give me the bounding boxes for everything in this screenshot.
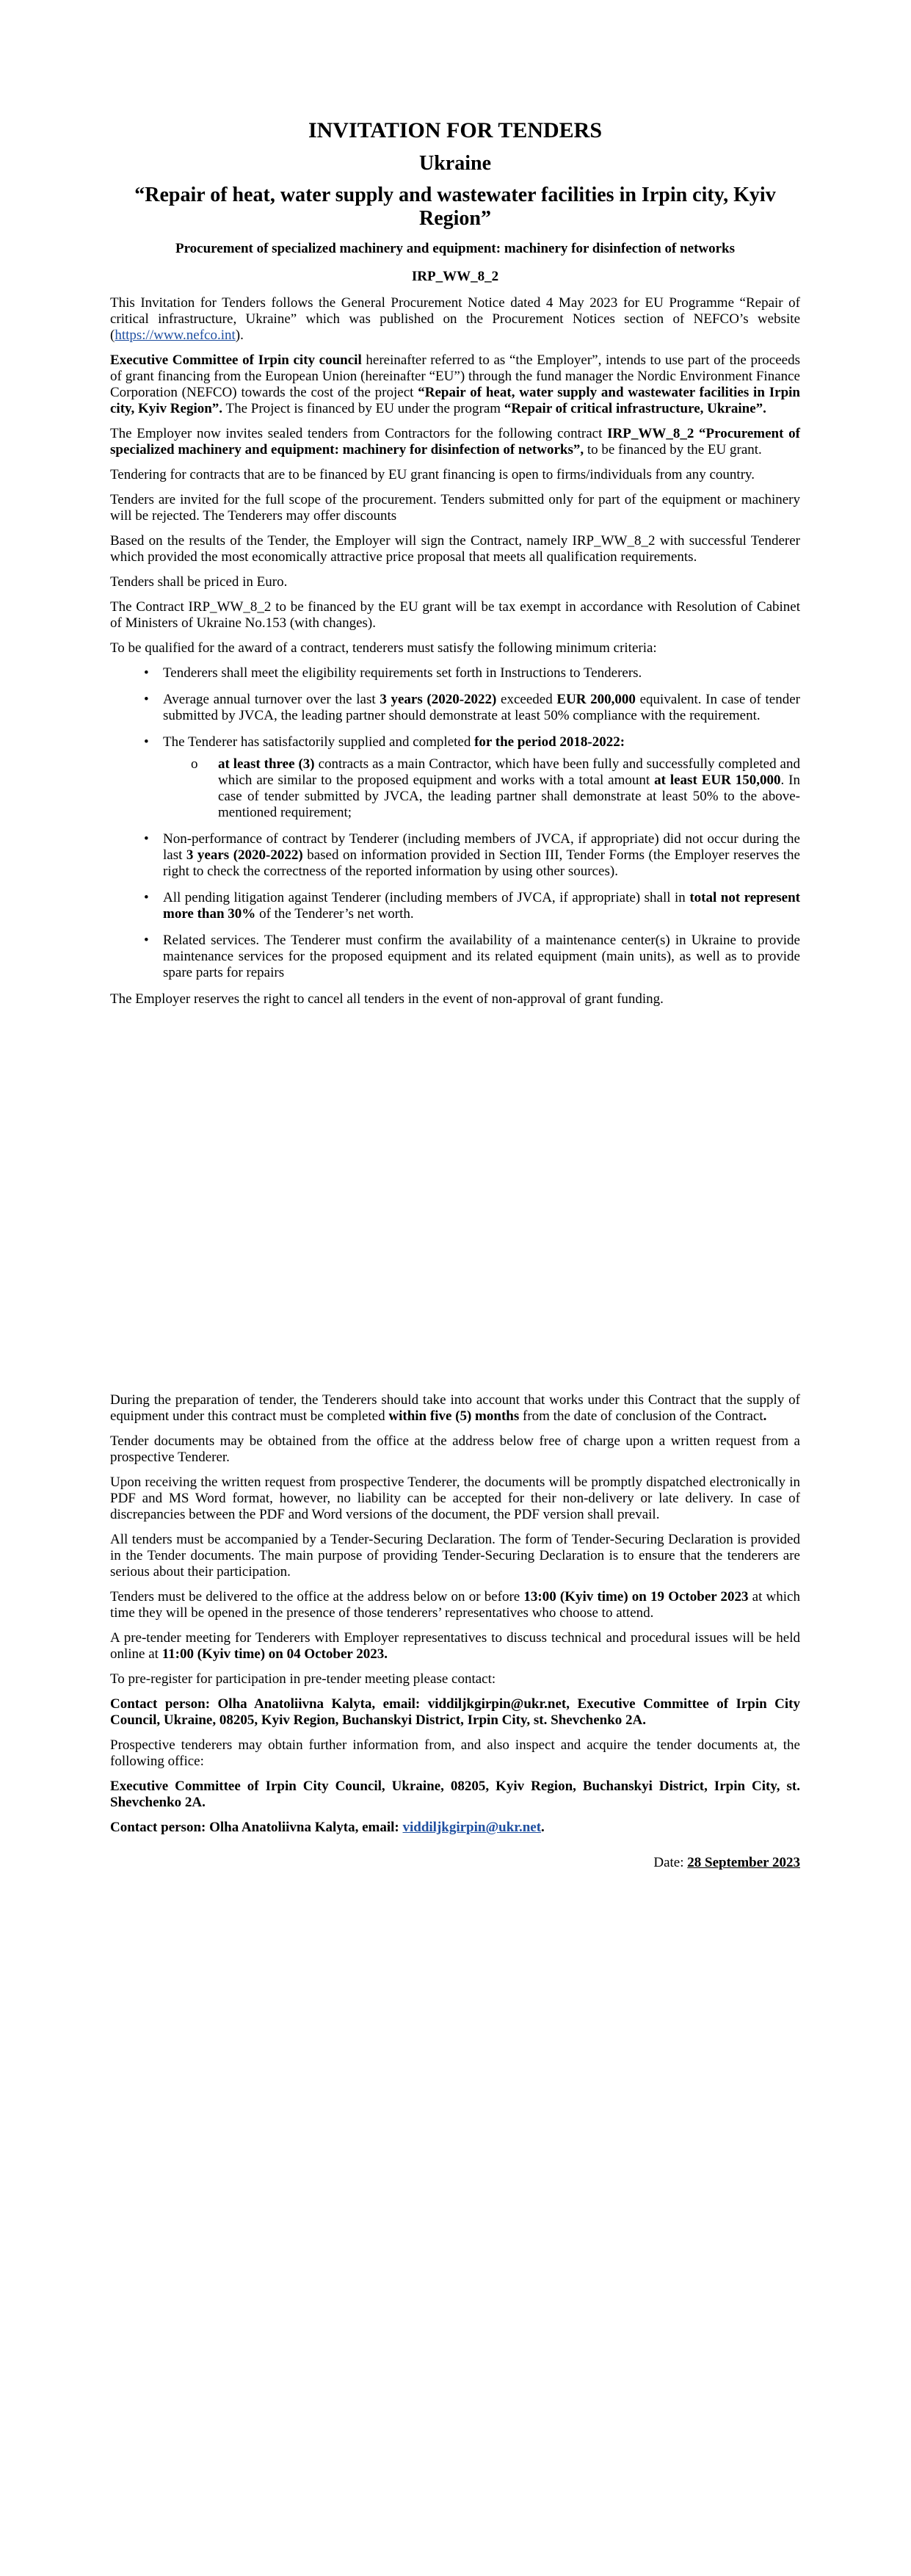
list-item: • Tenderers shall meet the eligibility requirements set forth in Instructions to Tenderers. [144,665,642,681]
list-item: • Related services. The Tenderer must confirm the availability of a maintenance center(s) in Ukraine to provide maintenance services for the proposed equipment and its related equipment (main units), as well as to provide spare parts for repairs [144,933,800,980]
paragraph-cancel: The Employer reserves the right to cancel all tenders in the event of non-approval of grant funding. [110,991,664,1007]
criteria-list [110,665,800,981]
paragraph-employer: Executive Committee of Irpin city council hereinafter referred to as “the Employer”, intends to use part of the proceeds of grant financing from the European Union (hereinafter “EU”) through the fund manager the Nordic Environment Finance Corporation (NEFCO) towards the cost of the project “Repair of heat, water supply and wastewater facilities in Irpin city, Kyiv Region”. The Project is financed by EU under the program “Repair of critical infrastructure, Ukraine”. [110,352,801,416]
sub-list-item: o at least three (3) contracts as a main Contractor, which have been fully and successfully completed and which are similar to the proposed equipment and works with a total amount at least EUR 150,000. In case of tender submitted by JVCA, the leading partner shall demonstrate at least 50% to the above-mentioned requirement; [191,756,800,820]
nefco-website-link[interactable]: https://www.nefco.int [115,328,236,343]
paragraph-award: Based on the results of the Tender, the Employer will sign the Contract, namely IRP_WW_8_2 with successful Tenderer which provided the most economically attractive price proposal that meets all qualification requirements. [110,533,800,565]
contact-email-link[interactable]: viddiljkgirpin@ukr.net [402,1820,542,1835]
paragraph-scope: Tenders are invited for the full scope of the procurement. Tenders submitted only for part of the equipment or machinery will be rejected. The Tenderers may offer discounts [110,492,800,524]
sub-bullet: o [191,756,198,772]
paragraph-pretender: A pre-tender meeting for Tenderers with Employer representatives to discuss technical and procedural issues will be held online at 11:00 (Kyiv time) on 04 October 2023. [110,1630,800,1662]
bullet: • [144,890,149,905]
paragraph-contact-full: Contact person: Olha Anatoliivna Kalyta, email: viddiljkgirpin@ukr.net, Executive Committee of Irpin City Council, Ukraine, 08205, Kyiv Region, Buchanskyi District, Irpin City, st. Shevchenko 2A. [110,1696,800,1728]
procurement-subtitle: Procurement of specialized machinery and equipment: machinery for disinfection of networks [175,241,736,256]
country-heading: Ukraine [419,152,491,175]
document-top [110,117,800,1016]
paragraph-gpn: This Invitation for Tenders follows the General Procurement Notice dated 4 May 2023 for EU Programme “Repair of critical infrastructure, Ukraine” which was published on the Procurement Notices section of NEFCO’s website (https://www.nefco.int). [110,295,800,343]
paragraph-deadline: Tenders must be delivered to the office at the address below on or before 13:00 (Kyiv time) on 19 October 2023 at which time they will be opened in the presence of those tenderers’ representatives who choose to attend. [110,1589,800,1621]
list-item: • The Tenderer has satisfactorily supplied and completed for the period 2018-2022: o at least three (3) contracts as a main Contractor, which have been fully and successfully completed and which are similar to the proposed equipment and works with a total amount at least EUR 150,000. In case of tender submitted by JVCA, the leading partner shall demonstrate at least 50% to the above-mentioned requirement; [144,734,800,820]
paragraph-documents: Tender documents may be obtained from the office at the address below free of charge upon a written request from a prospective Tenderer. [110,1433,800,1465]
paragraph-tax: The Contract IRP_WW_8_2 to be financed by the EU grant will be tax exempt in accordance with Resolution of Cabinet of Ministers of Ukraine No.153 (with changes). [110,599,800,631]
paragraph-invitation: The Employer now invites sealed tenders from Contractors for the following contract IRP_WW_8_2 “Procurement of specialized machinery and equipment: machinery for disinfection of networks”, to be financed by the EU grant. [110,426,800,457]
paragraph-dispatch: Upon receiving the written request from prospective Tenderer, the documents will be promptly dispatched electronically in PDF and MS Word format, however, no liability can be accepted for their non-delivery or late delivery. In case of discrepancies between the PDF and Word versions of the document, the PDF version shall prevail. [110,1475,800,1522]
document-title: INVITATION FOR TENDERS [308,118,603,142]
paragraph-contact-email: Contact person: Olha Anatoliivna Kalyta, email: viddiljkgirpin@ukr.net. [110,1820,545,1835]
sub-criteria-list [163,756,800,821]
bullet: • [144,933,149,948]
paragraph-eligibility: Tendering for contracts that are to be financed by EU grant financing is open to firms/individuals from any country. [110,467,755,482]
paragraph-completion: During the preparation of tender, the Tenderers should take into account that works under this Contract that the supply of equipment under this contract must be completed within five (5) months from the date of conclusion of the Contract. [110,1392,800,1424]
bullet: • [144,831,149,847]
bullet: • [144,665,149,681]
contract-reference: IRP_WW_8_2 [411,269,499,284]
paragraph-criteria-intro: To be qualified for the award of a contract, tenderers must satisfy the following minimum criteria: [110,640,657,656]
list-item: • All pending litigation against Tenderer (including members of JVCA, if appropriate) shall in total not represent more than 30% of the Tenderer’s net worth. [144,890,800,922]
list-item: • Average annual turnover over the last 3 years (2020-2022) exceeded EUR 200,000 equivalent. In case of tender submitted by JVCA, the leading partner should demonstrate at least 50% compliance with the requirement. [144,692,800,723]
paragraph-securing: All tenders must be accompanied by a Tender-Securing Declaration. The form of Tender-Securing Declaration is provided in the Tender documents. The main purpose of providing Tender-Securing Declaration is to ensure that the tenderers are serious about their participation. [110,1532,800,1580]
bullet: • [144,692,149,707]
bullet: • [144,734,149,750]
document-date: Date: 28 September 2023 [653,1855,800,1870]
paragraph-further-info: Prospective tenderers may obtain further information from, and also inspect and acquire the tender documents at, the following office: [110,1737,800,1769]
paragraph-office-address: Executive Committee of Irpin City Council, Ukraine, 08205, Kyiv Region, Buchanskyi District, Irpin City, st. Shevchenko 2A. [110,1779,800,1810]
paragraph-currency: Tenders shall be priced in Euro. [110,574,288,590]
document-bottom [110,1392,800,1871]
date-value: 28 September 2023 [687,1855,800,1870]
paragraph-preregister: To pre-register for participation in pre-tender meeting please contact: [110,1671,496,1687]
project-heading: “Repair of heat, water supply and wastewater facilities in Irpin city, Kyiv Region” [134,184,776,230]
list-item: • Non-performance of contract by Tenderer (including members of JVCA, if appropriate) did not occur during the last 3 years (2020-2022) based on information provided in Section III, Tender Forms (the Employer reserves the right to check the correctness of the reported information by using other sources). [144,831,800,879]
